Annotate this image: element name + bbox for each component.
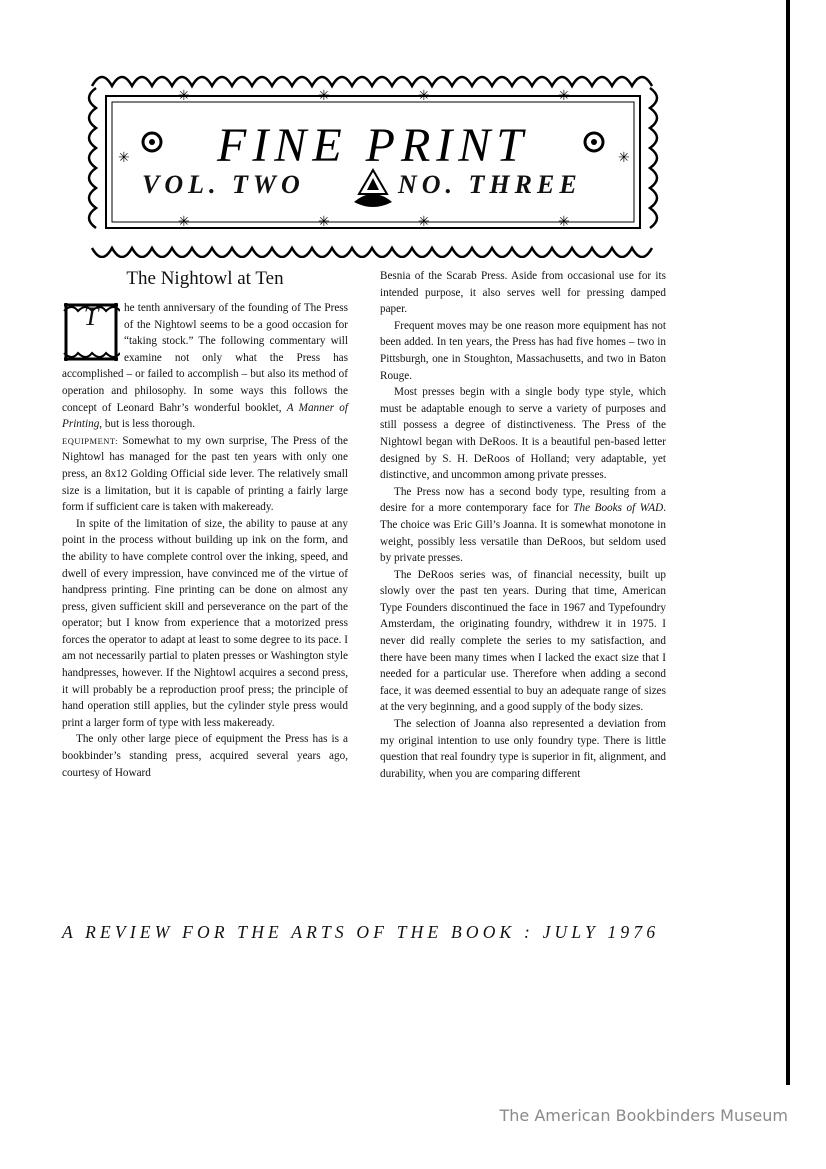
paragraph-standing-press: The only other large piece of equipment the Press has is a bookbinder’s standing press, acquired several years ago, courtesy of Howard bbox=[62, 733, 348, 779]
paragraph-besnia: Besnia of the Scarab Press. Aside from occasional use for its intended purpose, it also serves well for pressing damped paper. bbox=[380, 270, 666, 316]
svg-text:✳: ✳ bbox=[178, 214, 190, 230]
museum-watermark: The American Bookbinders Museum bbox=[499, 1106, 788, 1125]
svg-text:✳: ✳ bbox=[118, 150, 130, 166]
svg-text:✳: ✳ bbox=[618, 150, 630, 166]
svg-text:✳: ✳ bbox=[558, 88, 570, 104]
paragraph-1-text: he tenth anniversary of the founding of The Press of the Nightowl seems to be a good occasion for “taking stock.” The following commentary will examine not only what the Press has accomplished – or failed to accomplish – but also its method of operation and philosophy. In some ways this follows the concept of Leonard Bahr’s wonderful booklet, bbox=[62, 302, 348, 414]
right-column bbox=[380, 268, 666, 782]
masthead-title: FINE PRINT bbox=[217, 119, 529, 172]
book-title-manner-of-printing: A Manner of Printing bbox=[62, 401, 348, 431]
article-title: The Nightowl at Ten bbox=[126, 268, 284, 289]
book-title-books-of-wad: The Books of WAD bbox=[573, 502, 664, 515]
masthead bbox=[82, 66, 664, 258]
paragraph-1-end: , but is less thorough. bbox=[99, 418, 196, 431]
opening-paragraph bbox=[62, 300, 348, 433]
svg-text:✳: ✳ bbox=[418, 214, 430, 230]
dropcap-letter: T bbox=[83, 302, 99, 331]
paragraph-size-limitation: In spite of the limitation of size, the ability to pause at any point in the process without building up ink on the form, and the ability to have complete control over the inking, speed, and dwell of every impression, have convinced me of the virtue of handpress printing. Fine printing can be done on almost any press, given sufficient skill and perseverance on the part of the operator; but I know from experience that a motorized press forces the operator to adapt at least to some degree to its pace. I am not necessarily partial to platen presses or Washington style handpresses, however. If the Nightowl acquires a second press, it will probably be a reproduction proof press; the principle of hand operation still applies, but the cylinder style press would print a larger form of type with less makeready. bbox=[62, 517, 348, 729]
svg-text:✳: ✳ bbox=[178, 88, 190, 104]
second-type-before: The Press now has a second body type, resulting from a desire for a more contemporary face for bbox=[380, 485, 666, 515]
footer-tagline: A REVIEW FOR THE ARTS OF THE BOOK : JULY 1976 bbox=[62, 922, 660, 942]
second-type-after: . The choice was Eric Gill’s Joanna. It is somewhat monotone in weight, possibly less versatile than DeRoos, but seldom used by private presses. bbox=[380, 502, 666, 565]
equipment-text: Somewhat to my own surprise, The Press of the Nightowl has managed for the past ten years with only one press, an 8x12 Golding Official side lever. The relatively small size is a limitation, but it is capable of printing a fairly large form if sufficient care is taken with makeready. bbox=[62, 434, 348, 514]
masthead-number: NO. THREE bbox=[398, 170, 582, 199]
page-edge-rule bbox=[786, 0, 790, 1085]
equipment-label: EQUIPMENT: bbox=[62, 435, 119, 446]
left-column bbox=[62, 268, 348, 781]
paragraph-second-type bbox=[380, 484, 666, 567]
svg-text:✳: ✳ bbox=[558, 214, 570, 230]
svg-text:✳: ✳ bbox=[318, 214, 330, 230]
masthead-volume: VOL. TWO bbox=[142, 170, 305, 199]
paragraph-body-type: Most presses begin with a single body type style, which must be adaptable enough to serve a variety of purposes and still possess a degree of distinctiveness. The Press of the Nightowl began with DeRoos. It is a beautiful pen-based letter designed by S. H. DeRoos of Holland; very adaptable, yet distinctive, and uncommon among private presses. bbox=[380, 386, 666, 482]
center-ornament bbox=[354, 170, 392, 207]
paragraph-frequent-moves: Frequent moves may be one reason more equipment has not been added. In ten years, the Press has had five homes – two in Pittsburgh, one in Stoughton, Massachusetts, and two in Baton Rouge. bbox=[380, 319, 666, 382]
svg-text:✳: ✳ bbox=[418, 88, 430, 104]
equipment-paragraph bbox=[62, 433, 348, 516]
paragraph-joanna: The selection of Joanna also represented a deviation from my original intention to use only foundry type. There is little question that real foundry type is superior in fit, alignment, and durability, when you are comparing different bbox=[380, 718, 666, 780]
paragraph-deroos-series: The DeRoos series was, of financial necessity, built up slowly over the past ten years. During that time, American Type Founders discontinued the face in 1967 and Typefoundry Amsterdam, the originating foundry, withdrew it in 1975. I never did really complete the series to my satisfaction, and there have been many times when I lacked the exact size that I needed for a particular use. Therefore when adding a second face, it was deemed essential to buy an adequate range of sizes at the very beginning, and a good supply of the body sizes. bbox=[380, 568, 666, 714]
svg-text:✳: ✳ bbox=[318, 88, 330, 104]
dropcap bbox=[62, 301, 120, 363]
